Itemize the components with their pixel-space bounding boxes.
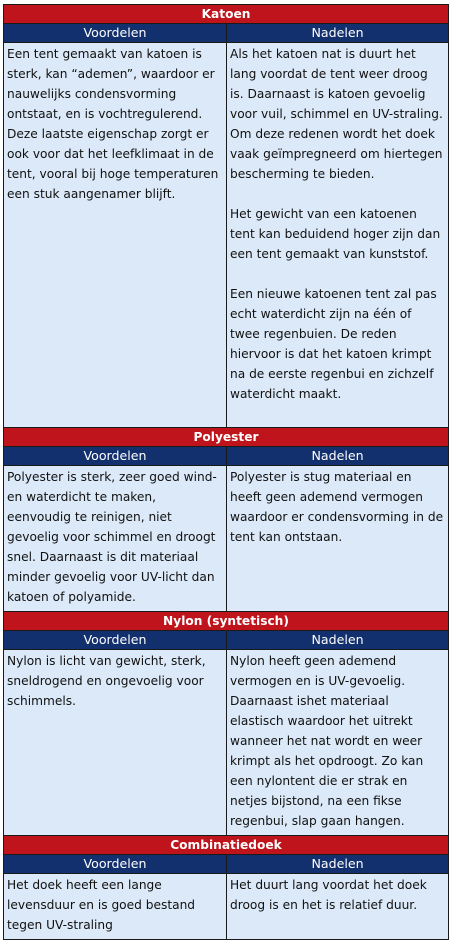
section-header-polyester xyxy=(4,428,449,447)
voordelen-cell xyxy=(4,650,227,836)
voordelen-cell xyxy=(4,466,227,612)
voordelen-cell xyxy=(4,874,227,940)
nadelen-text: Als het katoen nat is duurt het lang voordat de tent weer droog is. Daarnaast is katoen gevoelig voor vuil, schimmel en UV-straling. Om deze redenen wordt het doek vaak geïmpregneerd om hiertegen bescherming te bieden. xyxy=(230,47,443,181)
voordelen-header: Voordelen xyxy=(4,24,227,43)
section-header-combinatiedoek xyxy=(4,836,449,855)
nadelen-header: Nadelen xyxy=(227,24,449,43)
content-row xyxy=(4,874,449,940)
nadelen-header: Nadelen xyxy=(227,447,449,466)
nadelen-cell xyxy=(227,43,449,428)
nadelen-text: Het gewicht van een katoenen tent kan beduidend hoger zijn dan een tent gemaakt van kunststof. xyxy=(230,207,441,261)
nadelen-text: Een nieuwe katoenen tent zal pas echt waterdicht zijn na één of twee regenbuien. De reden hiervoor is dat het katoen krimpt na de eerste regenbui en zichzelf waterdicht maakt. xyxy=(230,287,437,401)
nadelen-text: Het duurt lang voordat het doek droog is en het is relatief duur. xyxy=(230,878,427,912)
section-header-nylon xyxy=(4,612,449,631)
column-headers xyxy=(4,447,449,466)
column-headers xyxy=(4,631,449,650)
nadelen-text: Polyester is stug materiaal en heeft geen ademend vermogen waardoor er condensvorming in de tent kan ontstaan. xyxy=(230,470,444,544)
voordelen-cell xyxy=(4,43,227,428)
section-title: Combinatiedoek xyxy=(4,836,449,855)
tent-fabric-comparison-table xyxy=(3,4,449,940)
nadelen-header: Nadelen xyxy=(227,631,449,650)
content-row xyxy=(4,650,449,836)
nadelen-header: Nadelen xyxy=(227,855,449,874)
nadelen-cell xyxy=(227,466,449,612)
voordelen-header: Voordelen xyxy=(4,631,227,650)
column-headers xyxy=(4,855,449,874)
nadelen-cell xyxy=(227,874,449,940)
section-title: Nylon (syntetisch) xyxy=(4,612,449,631)
column-headers xyxy=(4,24,449,43)
voordelen-text: Een tent gemaakt van katoen is sterk, kan “ademen”, waardoor er nauwelijks condensvorming ontstaat, en is vochtregulerend. Deze laatste eigenschap zorgt er ook voor dat het leefklimaat in de tent, vooral bij hoge temperaturen een stuk aangenamer blijft. xyxy=(7,47,219,201)
content-row xyxy=(4,466,449,612)
voordelen-text: Nylon is licht van gewicht, sterk, sneldrogend en ongevoelig voor schimmels. xyxy=(7,654,206,708)
voordelen-text: Het doek heeft een lange levensduur en is goed bestand tegen UV-straling xyxy=(7,878,196,932)
section-title: Katoen xyxy=(4,5,449,24)
section-header-katoen xyxy=(4,5,449,24)
nadelen-text: Nylon heeft geen ademend vermogen en is UV-gevoelig. Daarnaast ishet materiaal elastisch waardoor het uitrekt wanneer het nat wordt en weer krimpt als het opdroogt. Zo kan een nylontent die er strak en netjes bijstond, na een fikse regenbui, slap gaan hangen. xyxy=(230,654,424,828)
voordelen-text: Polyester is sterk, zeer goed wind- en waterdicht te maken, eenvoudig te reinigen, niet gevoelig voor schimmel en droogt snel. Daarnaast is dit materiaal minder gevoelig voor UV-licht dan katoen of polyamide. xyxy=(7,470,217,604)
content-row xyxy=(4,43,449,428)
voordelen-header: Voordelen xyxy=(4,855,227,874)
nadelen-cell xyxy=(227,650,449,836)
voordelen-header: Voordelen xyxy=(4,447,227,466)
section-title: Polyester xyxy=(4,428,449,447)
